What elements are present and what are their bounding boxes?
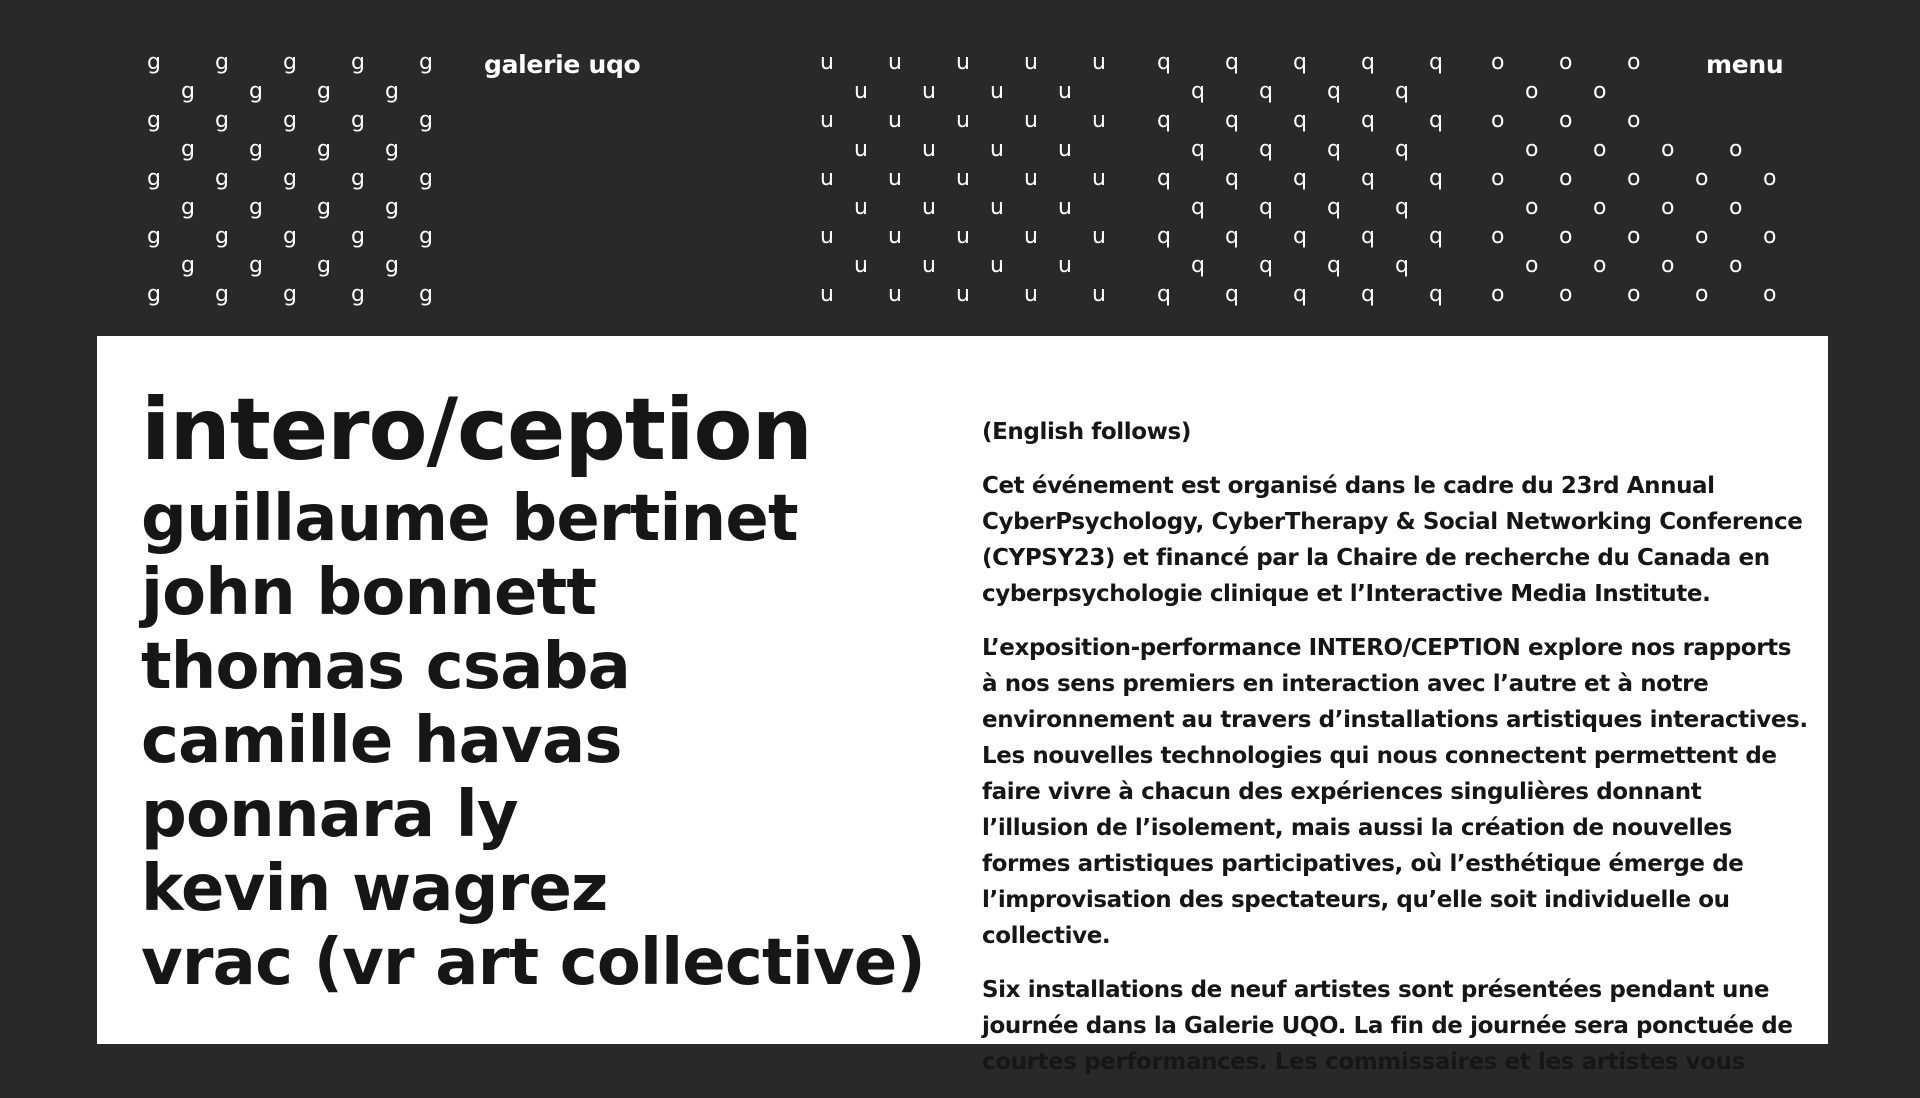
- pattern-letter: o: [1491, 108, 1505, 133]
- artist-name: guillaume bertinet: [141, 482, 798, 556]
- pattern-letter: q: [1293, 50, 1307, 75]
- language-note: (English follows): [982, 419, 1191, 445]
- pattern-letter: q: [1293, 282, 1307, 307]
- logo-letter-pattern: [0, 0, 1920, 336]
- pattern-letter: o: [1695, 282, 1709, 307]
- pattern-letter: q: [1259, 137, 1273, 162]
- pattern-letter: o: [1491, 166, 1505, 191]
- pattern-letter: q: [1395, 195, 1409, 220]
- pattern-letter: u: [1024, 224, 1038, 249]
- artist-name: camille havas: [141, 704, 622, 778]
- pattern-letter: q: [1191, 253, 1205, 278]
- pattern-letter: u: [990, 79, 1004, 104]
- pattern-letter: o: [1627, 224, 1641, 249]
- pattern-letter: u: [1058, 195, 1072, 220]
- pattern-letter: q: [1327, 195, 1341, 220]
- pattern-letter: g: [283, 282, 297, 307]
- pattern-letter: o: [1661, 195, 1675, 220]
- pattern-letter: g: [215, 50, 229, 75]
- pattern-letter: u: [820, 166, 834, 191]
- pattern-letter: o: [1491, 224, 1505, 249]
- pattern-letter: q: [1361, 282, 1375, 307]
- pattern-letter: o: [1695, 166, 1709, 191]
- pattern-letter: q: [1293, 166, 1307, 191]
- pattern-letter: q: [1293, 224, 1307, 249]
- pattern-letter: u: [1024, 108, 1038, 133]
- pattern-letter: q: [1191, 137, 1205, 162]
- pattern-letter: g: [385, 137, 399, 162]
- pattern-letter: q: [1361, 50, 1375, 75]
- pattern-letter: o: [1593, 195, 1607, 220]
- pattern-letter: o: [1525, 79, 1539, 104]
- pattern-letter: o: [1627, 108, 1641, 133]
- pattern-letter: g: [385, 195, 399, 220]
- pattern-letter: q: [1157, 282, 1171, 307]
- page-title: intero/ception: [141, 380, 812, 480]
- pattern-letter: q: [1259, 79, 1273, 104]
- pattern-letter: g: [419, 166, 433, 191]
- pattern-letter: q: [1327, 137, 1341, 162]
- pattern-letter: o: [1491, 50, 1505, 75]
- pattern-letter: q: [1225, 282, 1239, 307]
- event-heading-column: [141, 380, 925, 1000]
- pattern-letter: u: [956, 50, 970, 75]
- pattern-letter: o: [1763, 282, 1777, 307]
- pattern-letter: g: [385, 253, 399, 278]
- pattern-letter: q: [1225, 166, 1239, 191]
- pattern-letter: g: [317, 195, 331, 220]
- pattern-letter: u: [990, 195, 1004, 220]
- pattern-letter: u: [1092, 50, 1106, 75]
- pattern-letter: g: [181, 253, 195, 278]
- pattern-letter: u: [854, 195, 868, 220]
- pattern-letter: q: [1293, 108, 1307, 133]
- pattern-letter: u: [990, 253, 1004, 278]
- pattern-letter: g: [317, 79, 331, 104]
- pattern-letter: g: [351, 50, 365, 75]
- pattern-letter: g: [283, 50, 297, 75]
- pattern-letter: u: [888, 282, 902, 307]
- pattern-letter: u: [990, 137, 1004, 162]
- pattern-letter: q: [1259, 195, 1273, 220]
- brand-link[interactable]: galerie uqo: [484, 50, 641, 79]
- pattern-letter: o: [1559, 108, 1573, 133]
- pattern-letter: q: [1225, 224, 1239, 249]
- pattern-letter: g: [147, 50, 161, 75]
- pattern-letter: q: [1395, 137, 1409, 162]
- pattern-letter: g: [215, 166, 229, 191]
- pattern-letter: q: [1361, 224, 1375, 249]
- pattern-letter: g: [249, 253, 263, 278]
- artist-list: [141, 482, 925, 1000]
- pattern-letter: o: [1559, 50, 1573, 75]
- pattern-letter: g: [351, 166, 365, 191]
- pattern-letter: u: [820, 224, 834, 249]
- artist-name: thomas csaba: [141, 630, 630, 704]
- pattern-letter: o: [1559, 224, 1573, 249]
- pattern-letter: q: [1191, 195, 1205, 220]
- pattern-letter: q: [1429, 166, 1443, 191]
- pattern-letter: u: [820, 50, 834, 75]
- pattern-letter: g: [249, 195, 263, 220]
- pattern-letter: o: [1491, 282, 1505, 307]
- pattern-letter: g: [147, 282, 161, 307]
- pattern-letter: g: [181, 195, 195, 220]
- artist-name: ponnara ly: [141, 778, 518, 852]
- pattern-letter: u: [820, 108, 834, 133]
- site-header: [0, 0, 1920, 336]
- pattern-letter: o: [1593, 137, 1607, 162]
- pattern-letter: u: [1058, 79, 1072, 104]
- pattern-letter: g: [147, 166, 161, 191]
- event-description: [982, 414, 1812, 1098]
- pattern-letter: u: [1024, 50, 1038, 75]
- main-content: [97, 336, 1828, 1075]
- artist-name: kevin wagrez: [141, 852, 608, 926]
- pattern-letter: o: [1695, 224, 1709, 249]
- pattern-letter: g: [419, 50, 433, 75]
- pattern-letter: o: [1627, 50, 1641, 75]
- pattern-letter: u: [956, 166, 970, 191]
- pattern-letter: q: [1157, 166, 1171, 191]
- pattern-letter: g: [351, 108, 365, 133]
- pattern-letter: q: [1429, 224, 1443, 249]
- pattern-letter: q: [1395, 79, 1409, 104]
- pattern-letter: o: [1627, 282, 1641, 307]
- pattern-letter: g: [351, 224, 365, 249]
- pattern-letter: u: [922, 137, 936, 162]
- pattern-letter: q: [1191, 79, 1205, 104]
- pattern-letter: u: [854, 137, 868, 162]
- pattern-letter: g: [249, 137, 263, 162]
- pattern-letter: u: [956, 282, 970, 307]
- pattern-letter: q: [1327, 79, 1341, 104]
- pattern-letter: q: [1327, 253, 1341, 278]
- pattern-letter: g: [249, 79, 263, 104]
- pattern-letter: u: [922, 79, 936, 104]
- pattern-letter: g: [419, 282, 433, 307]
- pattern-letter: q: [1259, 253, 1273, 278]
- pattern-letter: q: [1429, 50, 1443, 75]
- artist-name: vrac (vr art collective): [141, 926, 925, 1000]
- pattern-letter: u: [1092, 282, 1106, 307]
- pattern-letter: u: [1024, 282, 1038, 307]
- pattern-letter: o: [1627, 166, 1641, 191]
- pattern-letter: o: [1729, 195, 1743, 220]
- pattern-letter: u: [854, 253, 868, 278]
- pattern-letter: g: [283, 108, 297, 133]
- pattern-letter: o: [1661, 253, 1675, 278]
- pattern-letter: g: [385, 79, 399, 104]
- pattern-letter: u: [956, 224, 970, 249]
- pattern-letter: q: [1157, 50, 1171, 75]
- pattern-letter: o: [1525, 253, 1539, 278]
- menu-button[interactable]: menu: [1706, 50, 1784, 79]
- description-paragraph: Six installations de neuf artistes sont présentées pendant une journée dans la Galerie UQO. La fin de journée sera ponctuée de courtes performances. Les commissaires et les artistes vous: [982, 977, 1793, 1075]
- pattern-letter: q: [1361, 108, 1375, 133]
- description-paragraph: Cet événement est organisé dans le cadre du 23rd Annual CyberPsychology, CyberTherapy & Social Networking Conference (CYPSY23) et financé par la Chaire de recherche du Canada en cyberpsychologie clinique et l’Interactive Media Institute.: [982, 473, 1803, 607]
- pattern-letter: q: [1429, 108, 1443, 133]
- pattern-letter: g: [147, 224, 161, 249]
- pattern-letter: o: [1559, 166, 1573, 191]
- pattern-letter: q: [1157, 108, 1171, 133]
- pattern-letter: o: [1763, 166, 1777, 191]
- pattern-letter: u: [888, 224, 902, 249]
- pattern-letter: g: [147, 108, 161, 133]
- artist-name: john bonnett: [141, 556, 597, 630]
- pattern-letter: o: [1593, 79, 1607, 104]
- pattern-letter: u: [1058, 253, 1072, 278]
- pattern-letter: o: [1729, 253, 1743, 278]
- pattern-letter: g: [215, 282, 229, 307]
- pattern-letter: q: [1361, 166, 1375, 191]
- pattern-letter: g: [181, 79, 195, 104]
- pattern-letter: u: [1058, 137, 1072, 162]
- pattern-letter: g: [317, 137, 331, 162]
- pattern-letter: g: [283, 224, 297, 249]
- pattern-letter: o: [1729, 137, 1743, 162]
- pattern-letter: u: [888, 166, 902, 191]
- pattern-letter: o: [1763, 224, 1777, 249]
- pattern-letter: u: [1092, 166, 1106, 191]
- pattern-letter: u: [956, 108, 970, 133]
- pattern-letter: q: [1429, 282, 1443, 307]
- pattern-letter: q: [1225, 108, 1239, 133]
- pattern-letter: u: [1092, 108, 1106, 133]
- pattern-letter: g: [351, 282, 365, 307]
- pattern-letter: o: [1661, 137, 1675, 162]
- pattern-letter: q: [1225, 50, 1239, 75]
- pattern-letter: u: [1024, 166, 1038, 191]
- pattern-letter: g: [215, 224, 229, 249]
- pattern-letter: o: [1525, 195, 1539, 220]
- pattern-letter: o: [1559, 282, 1573, 307]
- pattern-letter: o: [1593, 253, 1607, 278]
- pattern-letter: g: [181, 137, 195, 162]
- pattern-letter: u: [888, 50, 902, 75]
- pattern-letter: u: [922, 253, 936, 278]
- pattern-letter: g: [317, 253, 331, 278]
- pattern-letter: u: [854, 79, 868, 104]
- pattern-letter: q: [1395, 253, 1409, 278]
- pattern-letter: o: [1525, 137, 1539, 162]
- pattern-letter: u: [888, 108, 902, 133]
- pattern-letter: u: [1092, 224, 1106, 249]
- pattern-letter: g: [283, 166, 297, 191]
- pattern-letter: g: [419, 224, 433, 249]
- pattern-letter: u: [922, 195, 936, 220]
- description-paragraph: L’exposition-performance INTERO/CEPTION explore nos rapports à nos sens premiers en interaction avec l’autre et à notre environnement au travers d’installations artistiques interactives. Les nouvelles technologies qui nous connectent permettent de faire vivre à chacun des expériences singulières donnant l’illusion de l’isolement, mais aussi la création de nouvelles formes artistiques participatives, où l’esthétique émerge de l’improvisation des spectateurs, qu’elle soit individuelle ou collective.: [982, 635, 1808, 949]
- pattern-letter: g: [419, 108, 433, 133]
- pattern-letter: u: [820, 282, 834, 307]
- pattern-letter: g: [215, 108, 229, 133]
- pattern-letter: q: [1157, 224, 1171, 249]
